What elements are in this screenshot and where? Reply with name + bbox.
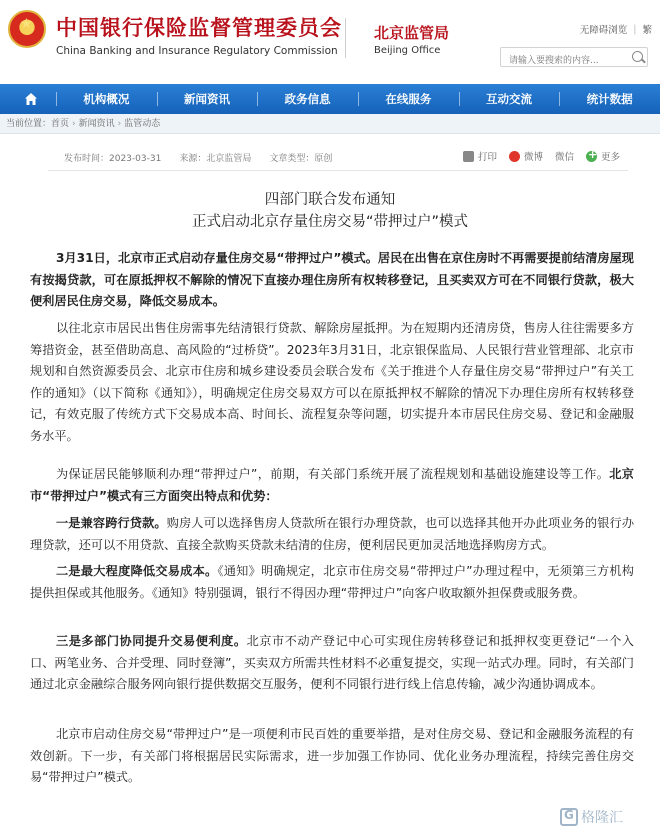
feature-2-heading: 二是最大程度降低交易成本。 [56, 564, 218, 578]
national-emblem-logo [8, 10, 46, 48]
nav-home[interactable] [0, 84, 56, 114]
nav-item-government-info[interactable]: 政务信息 [257, 84, 358, 114]
bureau-name-en: Beijing Office [374, 45, 441, 56]
paragraph-feature-3 [30, 631, 634, 696]
header-divider [345, 18, 346, 58]
watermark-text: 格隆汇 [581, 810, 623, 826]
paragraph-feature-2 [30, 561, 634, 604]
article-title-line2: 正式启动北京存量住房交易“带押过户”模式 [191, 214, 469, 230]
print-link[interactable]: 打印 [478, 152, 498, 163]
breadcrumb-regulatory[interactable]: 监管动态 [124, 119, 161, 129]
share-bar [463, 149, 628, 163]
more-share-link[interactable]: 更多 [601, 152, 621, 163]
search-box [500, 47, 648, 67]
paragraph-conclusion: 北京市启动住房交易“带押过户”是一项便利市民百姓的重要举措，是对住房交易、登记和金融服务流程的有效创新。下一步，有关部门将根据居民实际需求，进一步加强工作协同、优化业务办理流程，持续完善住房交易“带押过户”模式。 [30, 727, 634, 784]
nav-item-institution[interactable]: 机构概况 [56, 84, 157, 114]
feature-3-heading: 三是多部门协同提升交易便利度。 [56, 634, 247, 648]
weibo-icon[interactable] [509, 151, 520, 162]
paragraph-background: 以往北京市居民出售住房需事先结清银行贷款、解除房屋抵押。为在短期内还清房贷，售房人往往需要多方筹措资金，甚至借助高息、高风险的“过桥贷”。2023年3月31日，北京银保监局、人民银行营业管理部、北京市规划和自然资源委员会、北京市住房和城乡建设委员会联合发布《关于推进个人存量住房交易“带押过户”有关工作的通知》（以下简称《通知》），明确规定住房交易双方可以在原抵押权不解除的情况下办理住房所有权转移登记，有效克服了传统方式下交易成本高、时间长、流程复杂等问题，切实提升本市居民住房交易、登记和金融服务水平。 [30, 321, 634, 443]
search-input[interactable] [501, 52, 631, 70]
nav-item-statistics[interactable]: 统计数据 [559, 84, 660, 114]
article-source: 来源：北京监管局 [179, 154, 252, 164]
site-header [0, 0, 660, 84]
search-icon[interactable] [632, 51, 643, 62]
feature-2-text: 《通知》明确规定，北京市住房交易“带押过户”办理过程中，无须第三方机构提供担保或其他服务。《通知》特别强调，银行不得因办理“带押过户”向客户收取额外担保费或服务费。 [30, 564, 634, 600]
watermark [560, 804, 656, 830]
home-icon [24, 92, 38, 106]
nav-item-online-service[interactable]: 在线服务 [358, 84, 459, 114]
watermark-logo-icon [560, 808, 578, 826]
top-links [580, 22, 652, 36]
site-title-cn[interactable]: 中国银行保险监督管理委员会 [56, 16, 342, 40]
breadcrumb-prefix: 当前位置： [6, 119, 52, 129]
traditional-chinese-link[interactable]: 繁 [642, 25, 652, 36]
breadcrumb-home[interactable]: 首页 [51, 119, 70, 129]
breadcrumb-arrow: › [72, 119, 76, 129]
paragraph-feature-1 [30, 513, 634, 556]
article-title-line1: 四部门联合发布通知 [264, 192, 396, 208]
publish-time: 发布时间：2023-03-31 [64, 154, 162, 164]
more-share-icon[interactable] [586, 151, 597, 162]
wechat-link[interactable]: 微信 [555, 152, 575, 163]
main-nav [0, 84, 660, 114]
paragraph-lead: 3月31日，北京市正式启动存量住房交易“带押过户”模式。居民在出售在京住房时不再需要提前结清房屋现有按揭贷款，可在原抵押权不解除的情况下直接办理住房所有权转移登记，且买卖双方可在不同银行贷款，极大便利居民住房交易，降低交易成本。 [30, 251, 634, 308]
feature-1-heading: 一是兼容跨行贷款。 [56, 516, 167, 530]
features-intro-text: 为保证居民能够顺利办理“带押过户”，前期，有关部门系统开展了流程规划和基础设施建设等工作。 [56, 467, 610, 481]
paragraph-features-intro [30, 464, 634, 507]
top-links-separator: | [633, 23, 637, 35]
weibo-link[interactable]: 微博 [524, 152, 544, 163]
article-type: 文章类型：原创 [269, 154, 333, 164]
breadcrumb-news[interactable]: 新闻资讯 [78, 119, 115, 129]
accessibility-link[interactable]: 无障碍浏览 [579, 25, 628, 36]
meta-divider [48, 170, 628, 171]
article-meta [64, 151, 332, 164]
bureau-name-cn: 北京监管局 [374, 24, 450, 42]
print-icon[interactable] [463, 151, 474, 162]
nav-item-news[interactable]: 新闻资讯 [157, 84, 258, 114]
feature-3-text: 北京市不动产登记中心可实现住房转移登记和抵押权变更登记“一个入口、两笔业务、合并受理、同时登簿”，买卖双方所需共性材料不必重复提交，实现一站式办理。同时，有关部门通过北京金融综合服务网向银行提供数据交互服务，便利不同银行进行线上信息传输，减少沟通协调成本。 [30, 634, 634, 691]
breadcrumb [0, 114, 660, 134]
feature-1-text: 购房人可以选择售房人贷款所在银行办理贷款，也可以选择其他开办此项业务的银行办理贷款，还可以不用贷款、直接全款购买贷款未结清的住房，便利居民更加灵活地选择购房方式。 [30, 516, 635, 552]
features-intro-bold: 北京市“带押过户”模式有三方面突出特点和优势： [30, 467, 634, 503]
nav-item-interaction[interactable]: 互动交流 [459, 84, 560, 114]
site-title-en: China Banking and Insurance Regulatory Commission [56, 45, 338, 57]
breadcrumb-arrow: › [117, 119, 122, 129]
